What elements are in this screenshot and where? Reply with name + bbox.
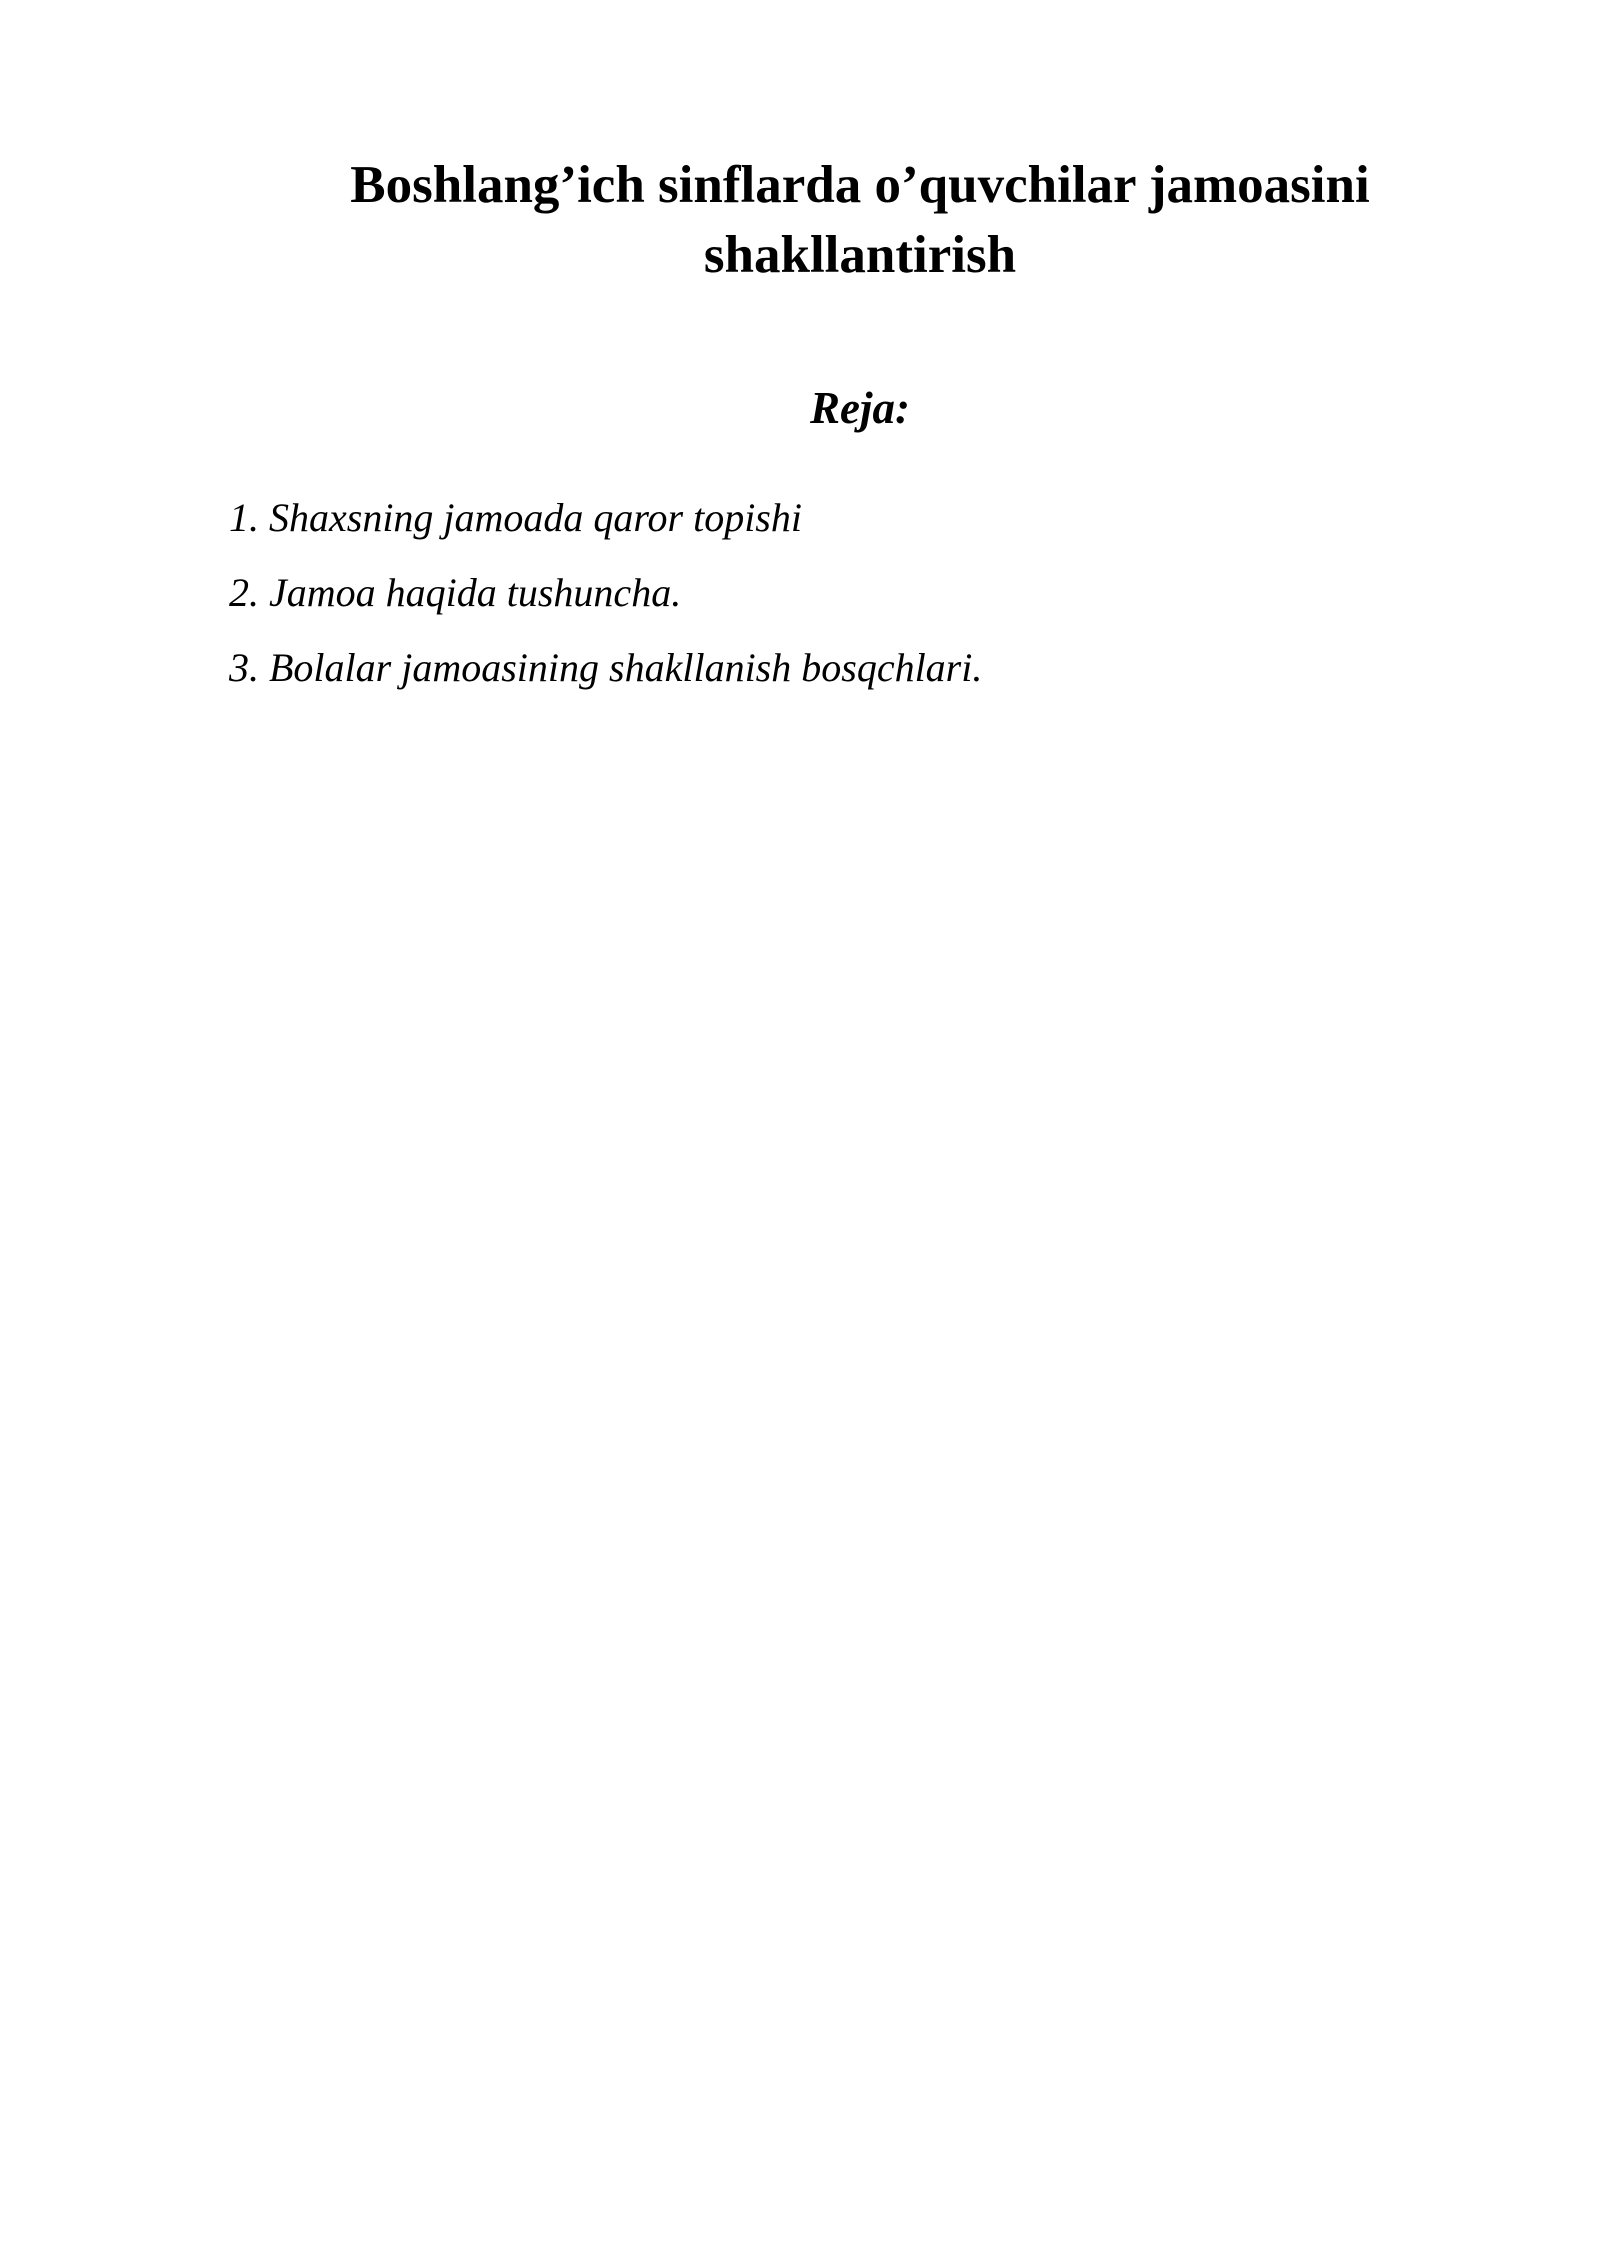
plan-heading: Reja:	[810, 383, 910, 433]
plan-item: 2. Jamoa haqida tushuncha.	[229, 570, 682, 615]
plan-item: 3. Bolalar jamoasining shakllanish bosqchlari.	[229, 645, 983, 690]
title-line-2: shakllantirish	[703, 226, 1017, 284]
document-title	[260, 150, 1460, 290]
plan-item: 1. Shaxsning jamoada qaror topishi	[229, 495, 802, 540]
title-line-1: Boshlang’ich sinflarda o’quvchilar jamoasini	[350, 156, 1370, 214]
plan-list	[229, 492, 982, 717]
